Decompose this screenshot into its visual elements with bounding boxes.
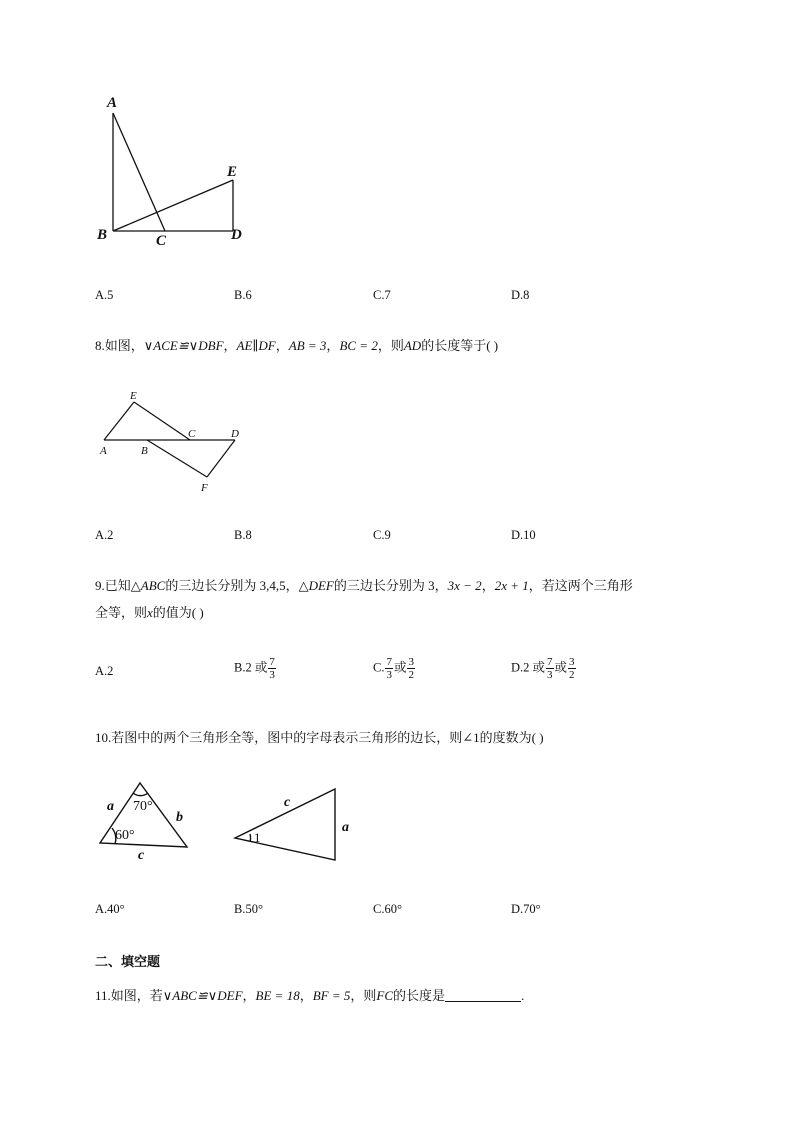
q9-variable: x bbox=[147, 605, 153, 620]
q11-sep: ， bbox=[242, 988, 256, 1003]
side-label-b: b bbox=[176, 810, 183, 825]
q9-triangle-def: △DEF bbox=[298, 578, 334, 593]
q8-sep: ， bbox=[275, 338, 289, 353]
q10-option-d[interactable]: D.70° bbox=[511, 902, 541, 916]
label-e: E bbox=[227, 164, 238, 180]
q9-prefix: 9.已知 bbox=[95, 578, 131, 593]
q8-bc: BC = 2 bbox=[339, 338, 378, 353]
q9-option-b[interactable] bbox=[234, 656, 277, 681]
q7-option-b[interactable]: B.6 bbox=[234, 288, 252, 302]
figure-q7 bbox=[90, 88, 260, 253]
denominator: 2 bbox=[569, 669, 575, 681]
q8-option-b[interactable]: B.8 bbox=[234, 528, 252, 542]
q11-suffix: 的长度是 bbox=[393, 988, 446, 1003]
denominator: 3 bbox=[386, 669, 392, 681]
q8-congruence: ∨ACE≌∨DBF bbox=[143, 338, 224, 353]
q9-sep: ， bbox=[481, 578, 495, 593]
segment-df bbox=[207, 440, 235, 477]
answer-blank[interactable] bbox=[445, 987, 521, 1002]
q7-option-c[interactable]: C.7 bbox=[373, 288, 391, 302]
q11-prefix: 11.如图，若 bbox=[95, 988, 163, 1003]
fraction bbox=[385, 656, 393, 681]
numerator: 7 bbox=[269, 656, 275, 668]
q11-mid: ，则 bbox=[350, 988, 377, 1003]
q11-sep: ， bbox=[299, 988, 313, 1003]
q9-expr-1: 3x − 2 bbox=[447, 578, 482, 593]
side-label-c: c bbox=[138, 848, 145, 863]
q7-option-a[interactable]: A.5 bbox=[95, 288, 114, 302]
q9-option-c-prefix: C. bbox=[373, 660, 385, 675]
q9-option-d[interactable] bbox=[511, 656, 577, 681]
q8-ad: AD bbox=[403, 338, 422, 353]
q11-stem bbox=[95, 987, 524, 1005]
denominator: 3 bbox=[269, 669, 275, 681]
q9-stem-line1 bbox=[95, 577, 633, 595]
segment-ec bbox=[134, 402, 190, 440]
q10-option-a[interactable]: A.40° bbox=[95, 902, 125, 916]
label-c: C bbox=[188, 428, 196, 440]
q9-suffix: ，若这两个三角形 bbox=[528, 578, 633, 593]
q9-option-c[interactable] bbox=[373, 656, 416, 681]
q8-ab: AB = 3 bbox=[288, 338, 327, 353]
q11-end: . bbox=[521, 988, 525, 1003]
fraction bbox=[407, 656, 415, 681]
q9-expr-2: 2x + 1 bbox=[494, 578, 529, 593]
q11-congruence: ∨ABC≌∨DEF bbox=[162, 988, 243, 1003]
segment-bf bbox=[147, 440, 207, 477]
q8-suffix: 的长度等于( ) bbox=[421, 338, 499, 353]
angle-label-60: 60° bbox=[115, 828, 135, 843]
q11-bf: BF = 5 bbox=[312, 988, 351, 1003]
label-a: A bbox=[107, 95, 118, 111]
triangle-left bbox=[100, 783, 187, 847]
numerator: 7 bbox=[547, 656, 553, 668]
q8-prefix: 8.如图， bbox=[95, 338, 144, 353]
or-word: 或 bbox=[393, 660, 407, 675]
section-title: 二、填空题 bbox=[95, 954, 161, 969]
numerator: 3 bbox=[408, 656, 414, 668]
q9-mid: 的三边长分别为 3,4,5， bbox=[165, 578, 299, 593]
q9-suffix: 的值为( ) bbox=[152, 605, 204, 620]
q9-prefix: 全等，则 bbox=[95, 605, 148, 620]
q9-mid: 的三边长分别为 3， bbox=[333, 578, 448, 593]
q10-stem: 10.若图中的两个三角形全等，图中的字母表示三角形的边长，则∠1的度数为( ) bbox=[95, 730, 544, 745]
denominator: 2 bbox=[408, 669, 414, 681]
q7-option-d[interactable]: D.8 bbox=[511, 288, 530, 302]
q8-stem bbox=[95, 337, 498, 355]
denominator: 3 bbox=[547, 669, 553, 681]
q8-option-d[interactable]: D.10 bbox=[511, 528, 536, 542]
q9-option-b-prefix: B.2 或 bbox=[234, 660, 268, 675]
side-label-c: c bbox=[284, 795, 291, 810]
q9-stem-line2 bbox=[95, 604, 204, 622]
side-label-a: a bbox=[107, 799, 114, 814]
q8-parallel: AE∥DF bbox=[236, 338, 276, 353]
angle-label-1: 1 bbox=[254, 830, 261, 845]
q8-mid: ，则 bbox=[377, 338, 404, 353]
segment-ac bbox=[113, 113, 165, 231]
q8-sep: ， bbox=[326, 338, 340, 353]
label-a: A bbox=[100, 445, 107, 457]
q9-option-d-prefix: D.2 或 bbox=[511, 660, 546, 675]
side-label-a: a bbox=[342, 820, 349, 835]
or-word: 或 bbox=[554, 660, 568, 675]
q8-option-c[interactable]: C.9 bbox=[373, 528, 391, 542]
numerator: 7 bbox=[386, 656, 392, 668]
figure-q10 bbox=[92, 775, 352, 870]
segment-ea bbox=[104, 402, 134, 440]
q11-be: BE = 18 bbox=[255, 988, 300, 1003]
q8-option-a[interactable]: A.2 bbox=[95, 528, 114, 542]
q9-option-a[interactable]: A.2 bbox=[95, 664, 114, 678]
fraction bbox=[268, 656, 276, 681]
angle-label-70: 70° bbox=[133, 799, 153, 814]
angle-arc-1 bbox=[250, 834, 251, 842]
fraction bbox=[568, 656, 576, 681]
q10-option-c[interactable]: C.60° bbox=[373, 902, 402, 916]
q10-option-b[interactable]: B.50° bbox=[234, 902, 263, 916]
label-d: D bbox=[231, 428, 239, 440]
label-f: F bbox=[201, 482, 208, 494]
segment-be bbox=[113, 180, 233, 231]
fraction bbox=[546, 656, 554, 681]
q9-triangle-abc: △ABC bbox=[130, 578, 166, 593]
label-b: B bbox=[141, 445, 148, 457]
figure-q8 bbox=[90, 385, 260, 500]
q11-fc: FC bbox=[376, 988, 394, 1003]
angle-arc-70 bbox=[133, 793, 148, 796]
label-d: D bbox=[231, 227, 242, 243]
label-c: C bbox=[156, 233, 167, 249]
label-b: B bbox=[97, 227, 108, 243]
q8-sep: ， bbox=[223, 338, 237, 353]
label-e: E bbox=[130, 390, 137, 402]
numerator: 3 bbox=[569, 656, 575, 668]
